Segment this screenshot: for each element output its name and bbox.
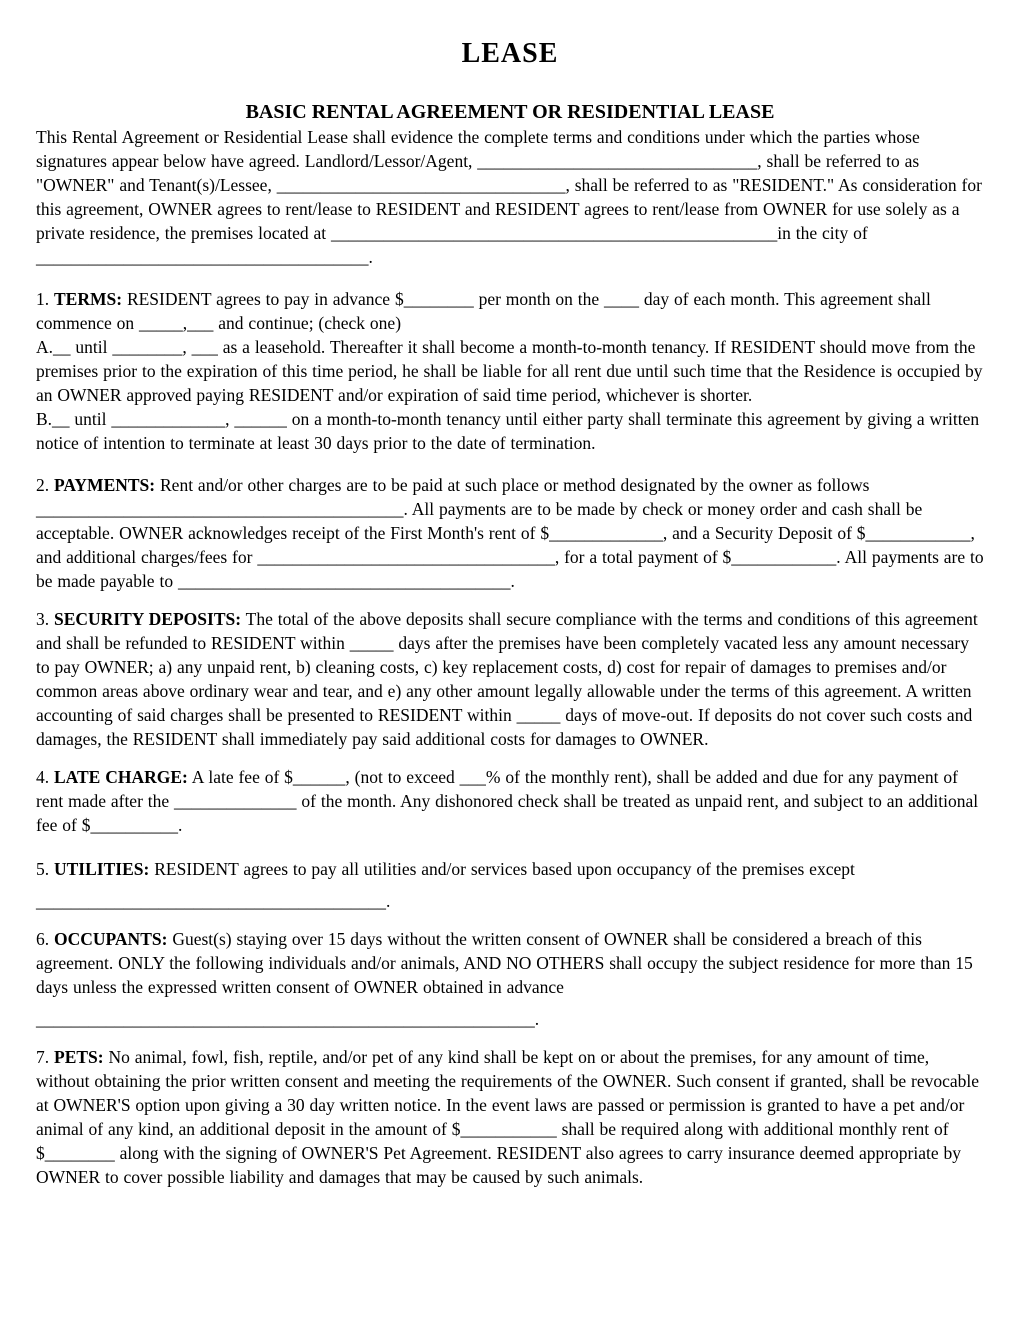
section-number: 1. (36, 289, 50, 309)
utilities-blank-line: ________________________________________. (36, 891, 391, 911)
section-heading: LATE CHARGE: (54, 767, 188, 787)
section-body: No animal, fowl, fish, reptile, and/or pet of any kind shall be kept on or about the premises, for any amount of time, without obtaining the prior written consent and meeting the requirements of the OWNER. Such consent if granted, shall be revocable at OWNER'S option upon giving a 30 day written notice. In the event laws are passed or permission is granted to have a pet and/or animal of any kind, an additional deposit in the amount of $___________ shall be required along with additional monthly rent of $________ along with the signing of OWNER'S Pet Agreement. RESIDENT also agrees to carry insurance deemed appropriate by OWNER to cover possible liability and damages that may be caused by such animals. (36, 1047, 980, 1187)
section-body: A late fee of $______, (not to exceed ___% of the monthly rent), shall be added and due for any payment of rent made after the ______________ of the month. Any dishonored check shall be treated as unpaid rent, and subject to an additional fee of $__________. (36, 767, 979, 835)
document-subtitle: BASIC RENTAL AGREEMENT OR RESIDENTIAL LEASE (245, 101, 775, 123)
section-heading: UTILITIES: (54, 859, 150, 879)
document-title: LEASE (461, 38, 559, 69)
occupants-blank-line: _________________________________________________________. (36, 1009, 540, 1029)
section-occupants (36, 927, 984, 1031)
section-number: 3. (36, 609, 50, 629)
section-body: The total of the above deposits shall secure compliance with the terms and conditions of this agreement and shall be refunded to RESIDENT within _____ days after the premises have been completely vacated less any amount necessary to pay OWNER; a) any unpaid rent, b) cleaning costs, c) key replacement costs, d) cost for repair of damages to premises and/or common areas above ordinary wear and tear, and e) any other amount legally allowable under the terms of this agreement. A written accounting of said charges shall be presented to RESIDENT within _____ days of move-out. If deposits do not cover such costs and damages, the RESIDENT shall immediately pay said additional costs for damages to OWNER. (36, 609, 978, 749)
section-body: RESIDENT agrees to pay in advance $________ per month on the ____ day of each month. This agreement shall commence on _____,___ and continue; (check one) (36, 289, 931, 333)
intro-paragraph: This Rental Agreement or Residential Lease shall evidence the complete terms and conditions under which the parties whose signatures appear below have agreed. Landlord/Lessor/Agent, ________________________________, shall be referred to as "OWNER" and Tenant(s)/Lessee, _________________________________, shall be referred to as "RESIDENT." As consideration for this agreement, OWNER agrees to rent/lease to RESIDENT and RESIDENT agrees to rent/lease from OWNER for use solely as a private residence, the premises located at ___________________________________________________in the city of ______________________________________. (36, 127, 982, 267)
section-late-charge (36, 765, 984, 837)
section-heading: PAYMENTS: (54, 475, 156, 495)
section-payments-paragraph (36, 473, 984, 593)
section-utilities (36, 857, 984, 913)
section-heading: SECURITY DEPOSITS: (54, 609, 242, 629)
section-pets-paragraph (36, 1045, 984, 1189)
section-payments (36, 473, 984, 593)
section-late-charge-paragraph (36, 765, 984, 837)
section-body: Rent and/or other charges are to be paid at such place or method designated by the owner as follows __________________________________________. All payments are to be made by check or money order and cash shall be acceptable. OWNER acknowledges receipt of the First Month's rent of $_____________, and a Security Deposit of $____________, and additional charges/fees for __________________________________, for a total payment of $____________. All payments are to be made payable to ______________________________________. (36, 475, 984, 591)
section-occupants-paragraph (36, 927, 984, 999)
section-heading: OCCUPANTS: (54, 929, 168, 949)
section-pets (36, 1045, 984, 1189)
section-terms (36, 287, 984, 455)
section-terms-item-b: B.__ until _____________, ______ on a month-to-month tenancy until either party shall terminate this agreement by giving a written notice of intention to terminate at least 30 days prior to the date of termination. (36, 409, 980, 453)
section-security-deposits-paragraph (36, 607, 984, 751)
section-number: 6. (36, 929, 50, 949)
section-utilities-paragraph (36, 857, 984, 881)
section-security-deposits (36, 607, 984, 751)
section-number: 4. (36, 767, 50, 787)
section-body: RESIDENT agrees to pay all utilities and/or services based upon occupancy of the premises except (154, 859, 855, 879)
section-heading: TERMS: (54, 289, 123, 309)
section-number: 2. (36, 475, 50, 495)
section-number: 5. (36, 859, 50, 879)
section-body: Guest(s) staying over 15 days without the written consent of OWNER shall be considered a breach of this agreement. ONLY the following individuals and/or animals, AND NO OTHERS shall occupy the subject residence for more than 15 days unless the expressed written consent of OWNER obtained in advance (36, 929, 973, 997)
section-terms-paragraph (36, 287, 984, 335)
section-heading: PETS: (54, 1047, 104, 1067)
section-number: 7. (36, 1047, 50, 1067)
section-terms-item-a: A.__ until ________, ___ as a leasehold. Thereafter it shall become a month-to-month tenancy. If RESIDENT should move from the premises prior to the expiration of this time period, he shall be liable for all rent due until such time that the Residence is occupied by an OWNER approved paying RESIDENT and/or expiration of said time period, whichever is shorter. (36, 337, 983, 405)
